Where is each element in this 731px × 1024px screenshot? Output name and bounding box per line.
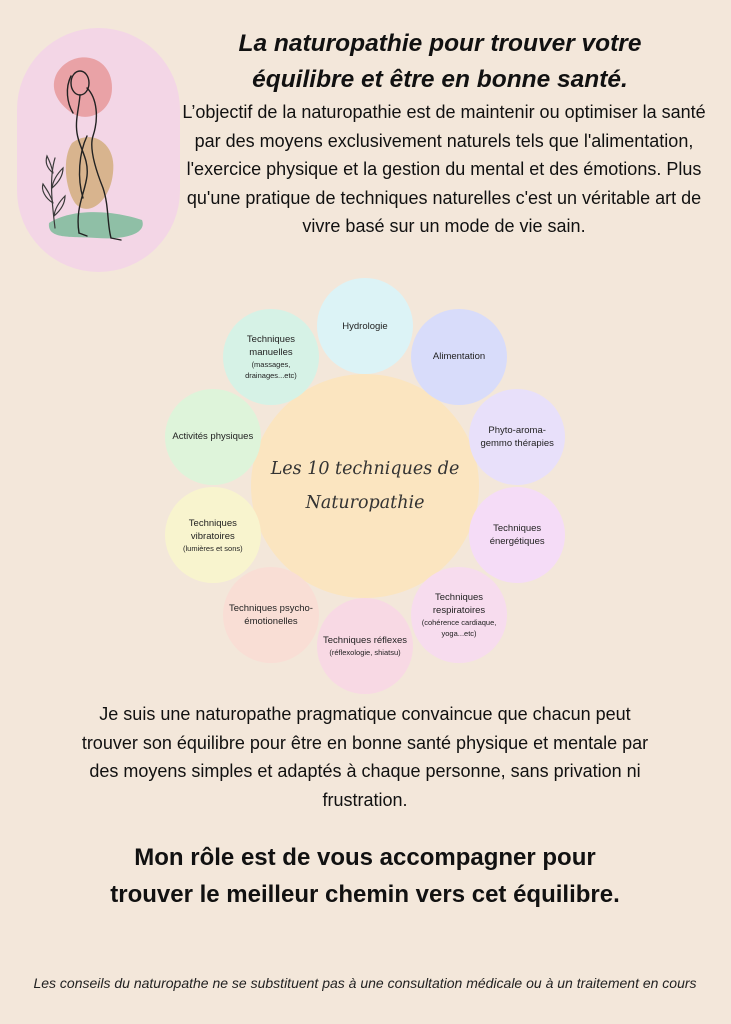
technique-sublabel: (massages, drainages...etc) bbox=[245, 359, 297, 380]
page-title bbox=[190, 26, 690, 98]
woman-illustration bbox=[17, 28, 180, 272]
technique-circle-phyto-aroma bbox=[469, 389, 565, 485]
technique-label: Techniques énergétiques bbox=[489, 523, 545, 548]
role-statement: Mon rôle est de vous accompagner pour trouver le meilleur chemin vers cet équilibre. bbox=[110, 844, 620, 908]
woman-figure-icon bbox=[17, 28, 180, 272]
title-line-2: équilibre et être en bonne santé. bbox=[252, 66, 628, 93]
technique-sublabel: (réflexologie, shiatsu) bbox=[329, 648, 401, 657]
technique-circle-alimentation bbox=[411, 309, 507, 405]
title-line-1: La naturopathie pour trouver votre bbox=[238, 30, 642, 57]
intro-paragraph: L’objectif de la naturopathie est de maintenir ou optimiser la santé par des moyens exclusivement naturels tels que l'alimentation, l'exercice physique et la gestion du mental et des émotions. Plus qu'une pratique de techniques naturelles c'est un véritable art de vivre basé sur un mode de vie sain. bbox=[182, 102, 706, 236]
footer-disclaimer: Les conseils du naturopathe ne se substituent pas à une consultation médicale ou à un traitement en cours bbox=[33, 975, 697, 991]
technique-sublabel: (cohérence cardiaque, yoga...etc) bbox=[421, 618, 497, 639]
technique-circle-reflexes bbox=[317, 598, 413, 694]
technique-label: Activités physiques bbox=[172, 431, 254, 443]
center-line-2: Naturopathie bbox=[305, 493, 425, 513]
technique-circle-respiratoires bbox=[411, 567, 507, 663]
technique-label: Techniques réflexes bbox=[323, 635, 407, 646]
technique-circle-vibratoires bbox=[165, 487, 261, 583]
technique-label: Techniques manuelles bbox=[246, 333, 295, 358]
center-line-1: Les 10 techniques de bbox=[270, 459, 460, 479]
technique-circle-activites-physiques bbox=[165, 389, 261, 485]
technique-label: Hydrologie bbox=[342, 320, 388, 332]
technique-label: Phyto-aroma-gemmo thérapies bbox=[480, 424, 554, 449]
techniques-diagram bbox=[155, 278, 575, 680]
technique-label: Techniques psycho-émotionelles bbox=[228, 603, 313, 628]
diagram-center bbox=[251, 374, 479, 598]
technique-circle-manuelles bbox=[223, 309, 319, 405]
technique-circle-psycho-emotionelles bbox=[223, 567, 319, 663]
technique-circle-hydrologie bbox=[317, 278, 413, 374]
body-paragraph: Je suis une naturopathe pragmatique convaincue que chacun peut trouver son équilibre pour être en bonne santé physique et mentale par des moyens simples et adaptés à chaque personne, sans privation ni frustration. bbox=[81, 704, 649, 810]
technique-label: Techniques respiratoires bbox=[432, 592, 486, 617]
technique-sublabel: (lumières et sons) bbox=[183, 543, 243, 553]
technique-label: Techniques vibratoires bbox=[188, 517, 237, 542]
technique-circle-energetiques bbox=[469, 487, 565, 583]
technique-label: Alimentation bbox=[432, 351, 486, 363]
